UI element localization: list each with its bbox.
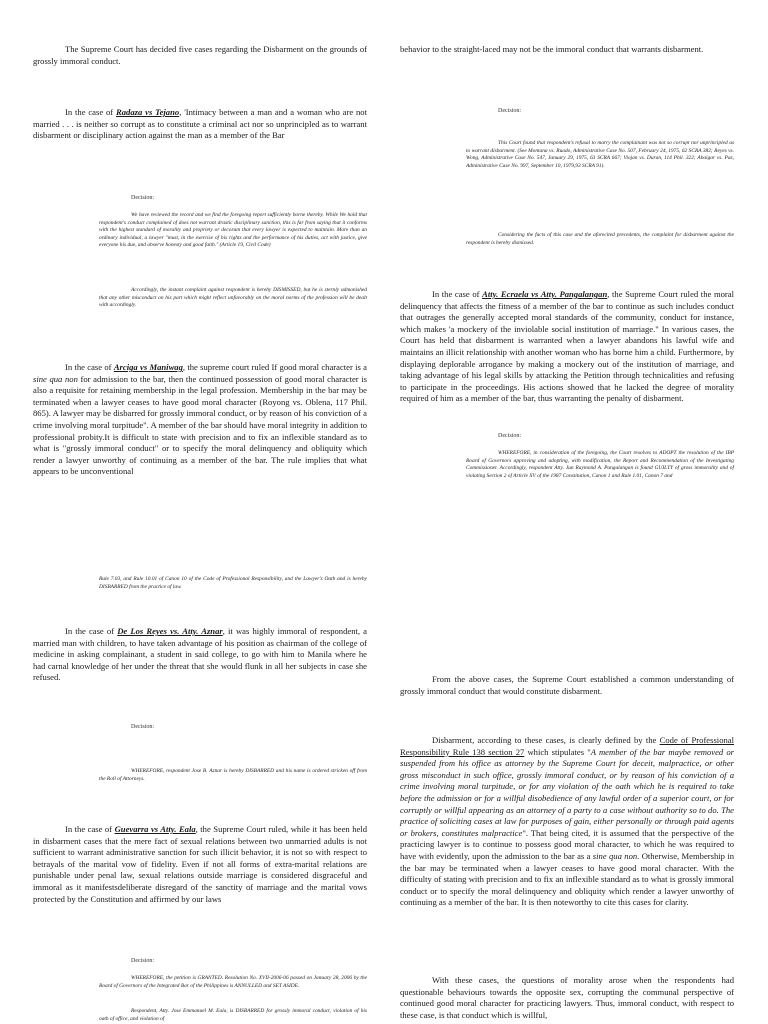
decision-quote: WHEREFORE, respondent Jose B. Aznar is hereby DISBARRED and his name is ordered stricken off from the Roll of Attorneys. (99, 768, 367, 782)
case-name-delosreyes: De Los Reyes vs. Atty. Aznar (117, 626, 223, 636)
case-name-guevarra: Guevarra vs Atty. Eala (114, 824, 196, 834)
ecraela-post: , the Supreme Court ruled the moral delinquency that affects the fitness of a member of the bar to continue as such includes conduct that outrages the generally accepted moral standards of the community, conduct for instance, which makes 'a mockery of the inviolable social institution of marriage." In various cases, the Court has held that disbarment is warranted when a lawyer abandons his lawful wife and maintains an illicit relationship with another woman who has borne him a child. Furthermore, by displaying deplorable arrogance by making a mockery out of the institution of marriage, and taking advantage of his legal skills by attacking the Petition through technicalities and refusing to participate in the proceedings. His actions showed that he lacked the degree of morality required of him as a member of the bar, thus warranting the penalty of disbarment. (400, 289, 734, 404)
radaza-post: , 'Intimacy between a man and a woman who are not married . . . is neither so corrupt as to constitute a criminal act nor so unprincipled as to warrant disbarment or disciplinary action against the man as a member of the Bar (33, 107, 367, 141)
ecraela-paragraph (400, 289, 734, 405)
decision-quote: Considering the facts of this case and the aforecited precedents, the complaint for disbarment against the respondent is hereby dismissed. (466, 232, 734, 246)
disbarment-text: ". That being cited, it is assumed that the perspective of the practicing lawyer is to continue to possess good moral character, to which he was required to have with evidently, upon the admission to the bar as a (400, 827, 734, 861)
guevarra-pre: In the case of (65, 824, 115, 834)
sine-qua-non: sine qua non (33, 373, 78, 384)
delosreyes-paragraph (33, 626, 367, 684)
disbarment-pre: Disbarment, according to these cases, is clearly defined by the (432, 735, 660, 745)
sine-qua-non: sine qua non (592, 850, 638, 861)
established-paragraph: From the above cases, the Supreme Court established a common understanding of grossly immoral conduct that would constitute disbarment. (400, 674, 734, 696)
disbarment-paragraph (400, 735, 734, 909)
decision-quote: Accordingly, the instant complaint against respondent is hereby DISMISSED, but he is sternly admonished that any other misconduct on his part which might reflect unfavorably on the moral norms of the profession will be dealt with accordingly. (99, 287, 367, 309)
decision-quote: WHEREFORE, the petition is GRANTED. Resolution No. XVII-2006-06 passed on January 28, 2006 by the Board of Governors of the Integrated Bar of the Philippines is ANNULLED and SET ASIDE. (99, 975, 367, 989)
ecraela-pre: In the case of (432, 289, 483, 299)
intro-paragraph: The Supreme Court has decided five cases regarding the Disbarment on the grounds of grossly immoral conduct. (33, 44, 367, 66)
arciga-pre: In the case of (65, 362, 114, 372)
case-name-radaza: Radaza vs Tejano (116, 107, 180, 117)
decision-label: Decision: (498, 108, 521, 114)
arciga-text: for admission to the bar, then the continued possession of good moral character is also a requisite for retaining membership in the legal profession. Membership in the bar may be terminated when a lawyer ceases to have good moral character (Royong vs. Oblena, 117 Phil. 865). A lawyer may be disbarred for grossly immoral conduct, or by reason of his conviction of a crime involving moral turpitude". A member of the bar should have moral integrity in addition to professional probity.It is difficult to state with precision and to fix an inflexible standard as to what is "grossly immoral conduct" or to specify the moral delinquency and obliquity which render a lawyer unworthy of continuing as a member of the bar. The rule implies that what appears to be unconventional (33, 373, 367, 477)
decision-quote: This Court found that respondent's refusal to marry the complainant was not so corrupt nor unprincipled as to warrant disbarment. (See Montana vs. Ruado, Administrative Case No. 507, February 24, 1975, 62 SCRA 382; Reyes vs. Wong, Administrative Case No. 547, January 29, 1975, 63 SCRA 667; Viojan vs. Duran, 114 Phil. 322; Abaigar vs. Paz, Administrative Case No. 997, September 10, 1979,93 SCRA 91). (466, 140, 734, 169)
guevarra-paragraph (33, 824, 367, 905)
radaza-pre: In the case of (65, 107, 117, 117)
arciga-text: , the supreme court ruled If good moral character is a (182, 362, 368, 372)
arciga-paragraph (33, 362, 367, 478)
case-name-arciga: Arciga vs Maniwag (113, 362, 183, 372)
disbarment-text: . Otherwise, Membership in the bar may be terminated when a lawyer ceases to have good moral character. With the difficulty of stating with precision and to fix an inflexible standard as to what is grossly immoral conduct or to specify the moral delinquency and obliquity which render a lawyer unworthy of continuing as a member of the bar. It is then noteworthy to cite this cases for clarity. (400, 850, 735, 908)
decision-quote: We have reviewed the record and we find the foregoing report sufficiently borne thereby. While We hold that respondent's conduct complained of does not warrant drastic disciplinary sanction, this is far from saying that it conforms with the highest standard of morality and propriety or decorum that every lawyer is expected to maintain. More than an ordinary individual, a lawyer "must, in the exercise of his rights and the performance of his duties, act with justice, give everyone his due, and observe honesty and good faith." (Article 19, Civil Code) (99, 212, 367, 249)
decision-quote: Respondent, Atty. Jose Emmanuel M. Eala, is DISBARRED for grossly immoral conduct, violation of his oath of office, and violation of (99, 1008, 367, 1022)
decision-label: Decision: (498, 433, 521, 439)
radaza-paragraph (33, 107, 367, 142)
disbarment-text: which stipulates " (524, 746, 591, 757)
delosreyes-post: , it was highly immoral of respondent, a married man with children, to have taken advantage of his position as chairman of the college of medicine in asking complainant, a student in said college, to go with him to Manila where he had carnal knowledge of her under the threat that she would flunk in all her subjects in case she refused. (33, 626, 367, 683)
decision-quote: WHEREFORE, in consideration of the foregoing, the Court resolves to ADOPT the resolution of the IBP Board of Governors approving and adopting, with modification, the Report and Recommendation of the Investigating Commissioner. Accordingly, respondent Atty. Jun Raymond A. Pangalangan is found GUILTY of gross immorality and of violating Section 2 of Article XV of the 1987 Constitution, Canon 1 and Rule 1.01, Canon 7 and (466, 450, 734, 479)
rule-quote: A member of the bar maybe removed or suspended from his office as attorney by the Supreme Court for deceit, malpractice, or other gross misconduct in such office, grossly immoral conduct, or by reason of his conviction of a crime involving moral turpitude, or for any violation of the oath which he is required to take before the admission or for a willful disobedience of any lawful order of a superior court, or for corruptly or willful appearing as an attorney of a party to a case without authority so to do. The practice of soliciting cases at law for purposes of gain, either personally or through paid agents or brokers, constitutes malpractice (400, 746, 735, 838)
guevarra-post: , the Supreme Court ruled, while it has been held in disbarment cases that the mere fact of sexual relations between two unmarried adults is not sufficient to warrant administrative sanction for such illicit behavior, it is not so with respect to betrayals of the marital vow of fidelity. Even if not all forms of extra-marital relations are punishable under penal law, sexual relations outside marriage is considered disgraceful and immoral as it manifestsdeliberate disregard of the sanctity of marriage and the marital vows protected by the Constitution and affirmed by our laws (33, 824, 367, 904)
case-name-ecraela: Atty. Ecraela vs Atty. Pangalangan (482, 289, 608, 299)
decision-label: Decision: (131, 724, 154, 730)
final-paragraph: With these cases, the questions of morality arose when the respondents had questionable behaviours towards the opposite sex, corrupting the communal perspective of continued good moral character for practicing lawyers. Thus, immoral conduct, with respect to these case, is that conduct which is willful, (400, 975, 734, 1020)
decision-label: Decision: (131, 958, 154, 964)
code-reference: Code of Professional Responsibility Rule 138 section 27 (400, 735, 734, 757)
decision-quote: Rule 7.03, and Rule 10.01 of Canon 10 of the Code of Professional Responsibility, and the Lawyer's Oath and is hereby DISBARRED from the practice of law. (99, 576, 367, 590)
continuation-paragraph: behavior to the straight-laced may not be the immoral conduct that warrants disbarment. (400, 44, 704, 54)
delosreyes-pre: In the case of (65, 626, 118, 636)
decision-label: Decision: (131, 195, 154, 201)
